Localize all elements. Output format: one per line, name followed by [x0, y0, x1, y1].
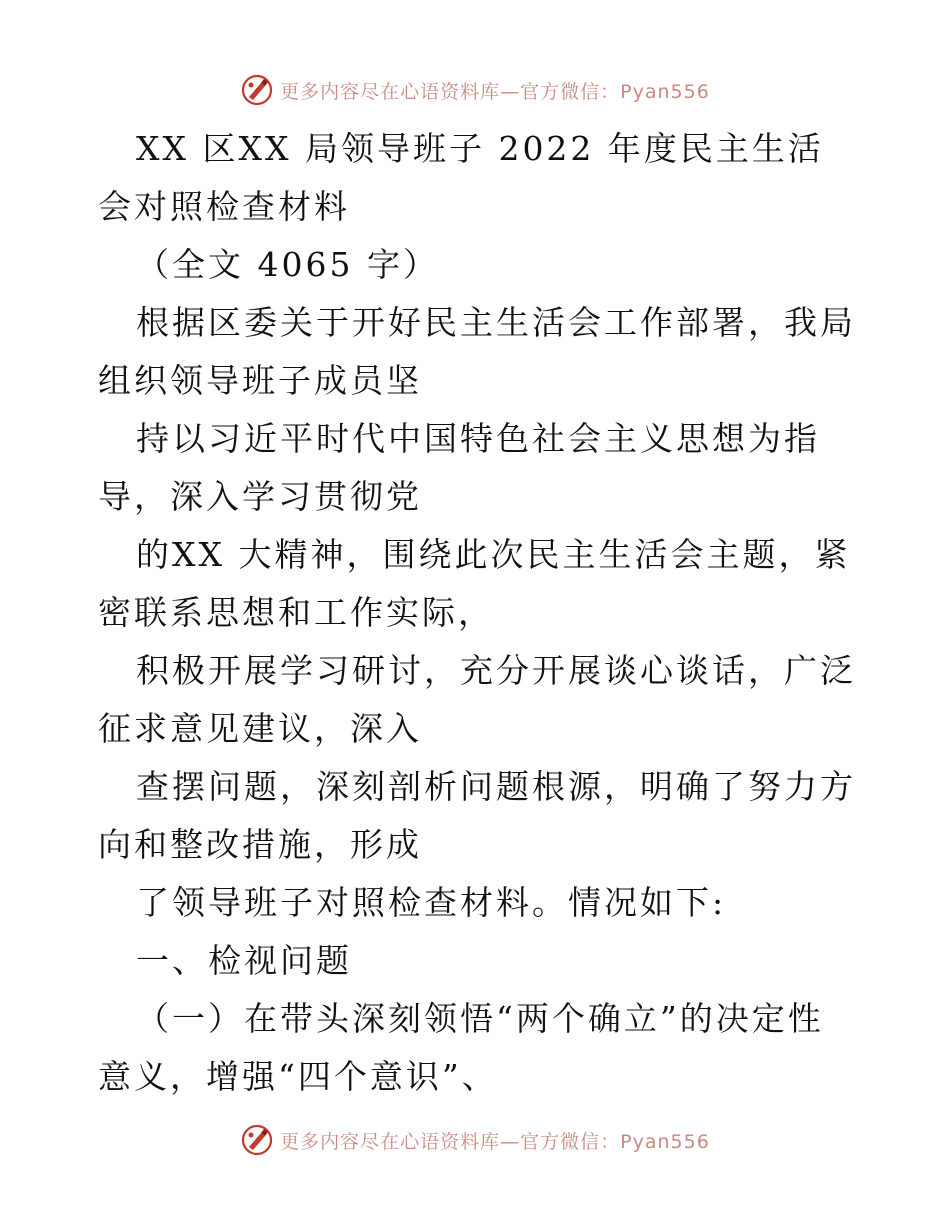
pen-seal-logo-icon — [240, 1123, 274, 1157]
paragraph: 查摆问题，深刻剖析问题根源，明确了努力方向和整改措施，形成 — [98, 767, 856, 864]
footer-watermark-banner — [0, 1120, 950, 1160]
document-title: XX 区XX 局领导班子 2022 年度民主生活会对照检查材料 — [98, 129, 824, 226]
paragraph: 积极开展学习研讨，充分开展谈心谈话，广泛征求意见建议，深入 — [98, 651, 856, 748]
pen-seal-logo-icon — [240, 73, 274, 107]
paragraph: 根据区委关于开好民主生活会工作部署，我局组织领导班子成员坚 — [98, 303, 856, 400]
word-count: （全文 4065 字） — [136, 245, 439, 284]
section-heading: 一、检视问题 — [136, 941, 352, 980]
paragraph: 的XX 大精神，围绕此次民主生活会主题，紧密联系思想和工作实际， — [98, 535, 851, 632]
watermark-text: 更多内容尽在心语资料库—官方微信：Pyan556 — [280, 80, 710, 103]
watermark-text: 更多内容尽在心语资料库—官方微信：Pyan556 — [280, 1130, 710, 1153]
document-body — [98, 120, 858, 1106]
header-watermark-banner — [0, 70, 950, 110]
subsection-heading: （一）在带头深刻领悟“两个确立”的决定性意义，增强“四个意识”、 — [98, 999, 824, 1096]
paragraph: 了领导班子对照检查材料。情况如下: — [136, 883, 727, 922]
paragraph: 持以习近平时代中国特色社会主义思想为指导，深入学习贯彻党 — [98, 419, 820, 516]
